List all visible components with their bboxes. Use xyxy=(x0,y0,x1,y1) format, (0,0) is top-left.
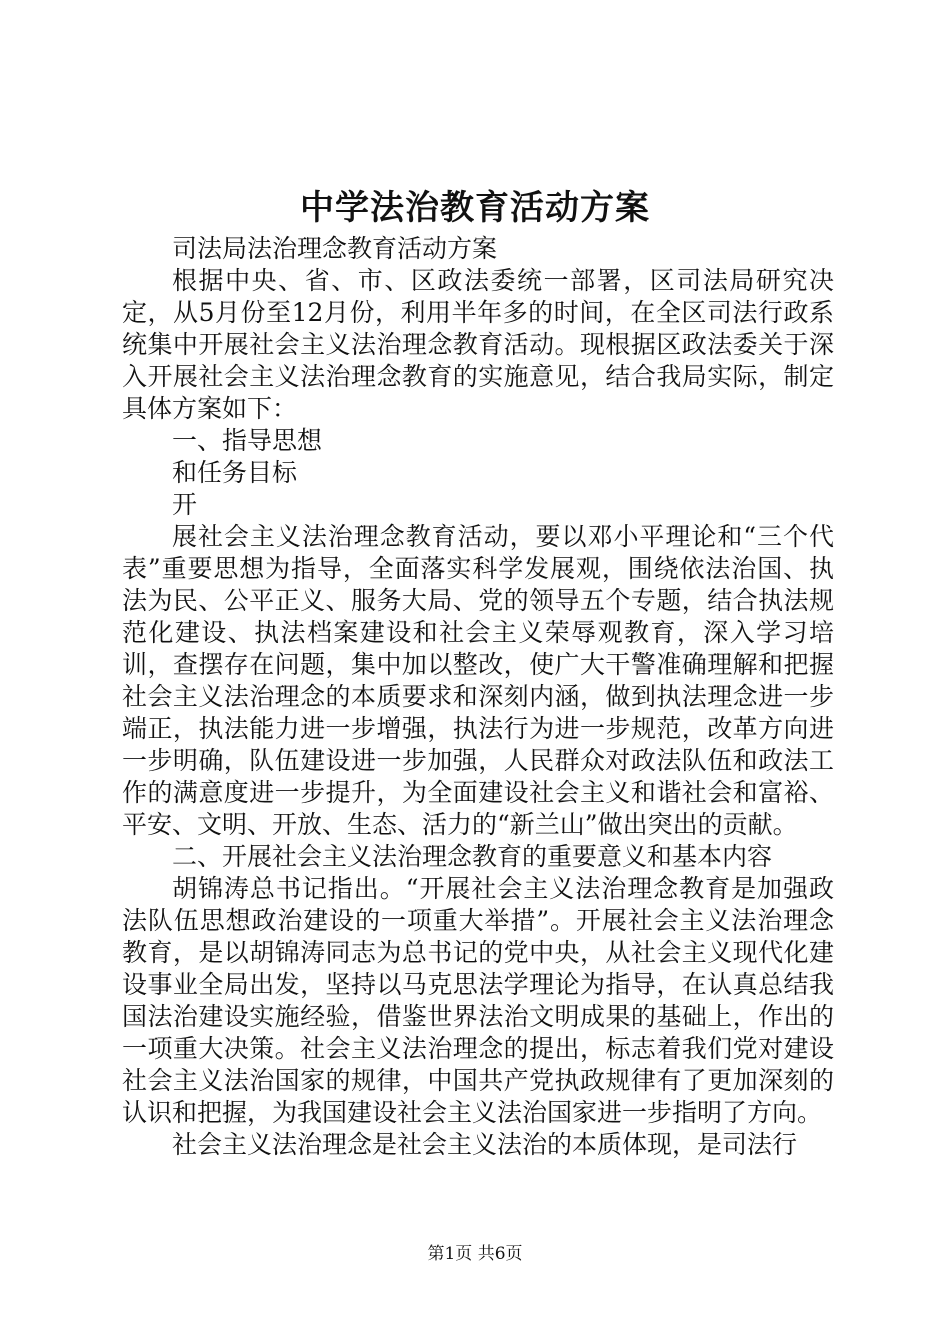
paragraph: 社会主义法治理念是社会主义法治的本质体现，是司法行 xyxy=(172,1130,798,1159)
document-title: 中学法治教育活动方案 xyxy=(300,188,650,228)
section-heading: 二、开展社会主义法治理念教育的重要意义和基本内容 xyxy=(172,842,773,871)
section-heading-continued: 和任务目标 xyxy=(172,458,298,487)
document-body xyxy=(122,233,834,1161)
paragraph: 胡锦涛总书记指出。“开展社会主义法治理念教育是加强政法队伍思想政治建设的一项重大举措”。开展社会主义法治理念教育，是以胡锦涛同志为总书记的党中央，从社会主义现代化建设事业全局出发，坚持以马克思法学理论为指导，在认真总结我国法治建设实施经验，借鉴世界法治文明成果的基础上，作出的一项重大决策。社会主义法治理念的提出，标志着我们党对建设社会主义法治国家的规律，中国共产党执政规律有了更加深刻的认识和把握，为我国建设社会主义法治国家进一步指明了方向。 xyxy=(122,874,834,1127)
page-number-footer: 第1页 共6页 xyxy=(427,1244,523,1264)
paragraph: 司法局法治理念教育活动方案 xyxy=(172,234,498,263)
paragraph: 展社会主义法治理念教育活动，要以邓小平理论和“三个代表”重要思想为指导，全面落实科学发展观，围绕依法治国、执法为民、公平正义、服务大局、党的领导五个专题，结合执法规范化建设、执法档案建设和社会主义荣辱观教育，深入学习培训，查摆存在问题，集中加以整改，使广大干警准确理解和把握社会主义法治理念的本质要求和深刻内涵，做到执法理念进一步端正，执法能力进一步增强，执法行为进一步规范，改革方向进一步明确，队伍建设进一步加强，人民群众对政法队伍和政法工作的满意度进一步提升，为全面建设社会主义和谐社会和富裕、平安、文明、开放、生态、活力的“新兰山”做出突出的贡献。 xyxy=(122,522,834,839)
paragraph-fragment: 开 xyxy=(172,490,198,519)
section-heading: 一、指导思想 xyxy=(172,426,323,455)
paragraph: 根据中央、省、市、区政法委统一部署，区司法局研究决定，从5月份至12月份，利用半年多的时间，在全区司法行政系统集中开展社会主义法治理念教育活动。现根据区政法委关于深入开展社会主义法治理念教育的实施意见，结合我局实际，制定具体方案如下： xyxy=(122,266,834,423)
